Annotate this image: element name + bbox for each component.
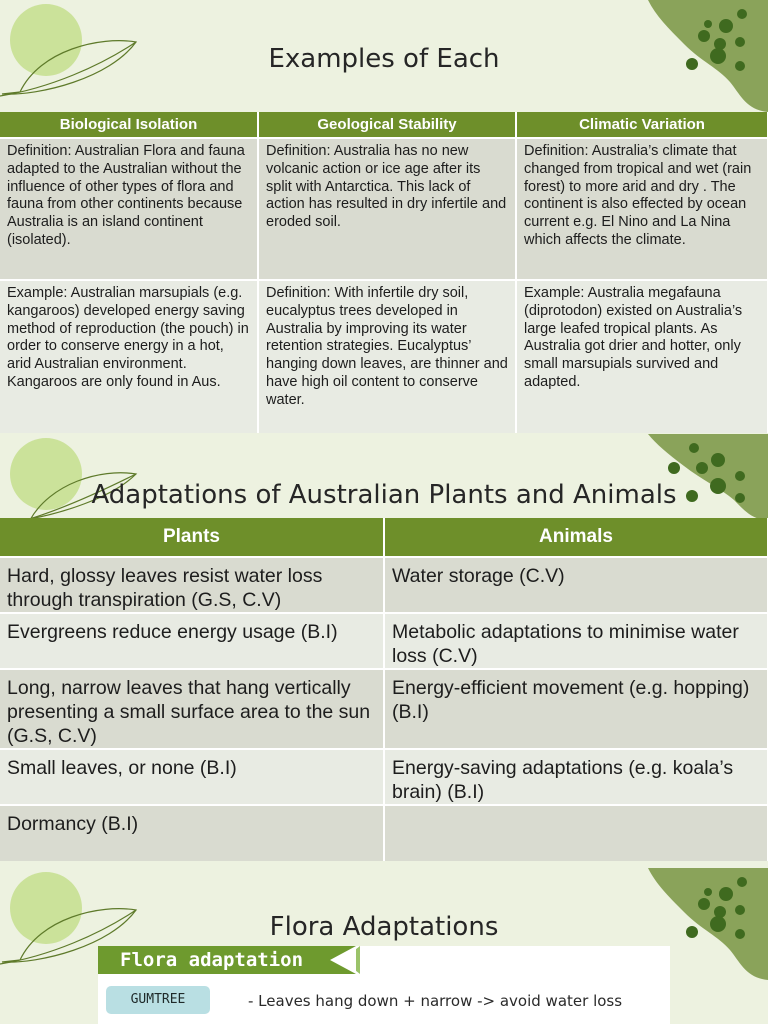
table-row bbox=[0, 557, 768, 613]
table-cell: Definition: With infertile dry soil, eucalyptus trees developed in Australia by improving its water retention strategies. Eucalyptus’ hanging down leaves, are thinner and have high oil content to conserve water. bbox=[258, 280, 516, 433]
table-cell: Energy-efficient movement (e.g. hopping) (B.I) bbox=[384, 669, 768, 749]
flora-adaptation-image bbox=[98, 946, 670, 1024]
table-cell: Long, narrow leaves that hang vertically presenting a small surface area to the sun (G.S, C.V) bbox=[0, 669, 384, 749]
table-cell bbox=[384, 805, 768, 861]
column-header: Climatic Variation bbox=[516, 112, 768, 138]
table-row bbox=[0, 669, 768, 749]
table-cell: Metabolic adaptations to minimise water loss (C.V) bbox=[384, 613, 768, 669]
column-header: Geological Stability bbox=[258, 112, 516, 138]
table-cell: Evergreens reduce energy usage (B.I) bbox=[0, 613, 384, 669]
table-cell: Definition: Australia’s climate that changed from tropical and wet (rain forest) to more arid and dry . The continent is also effected by ocean current e.g. El Nino and La Nina which affects the climate. bbox=[516, 138, 768, 280]
adaptations-table bbox=[0, 518, 768, 861]
page-title: Flora Adaptations bbox=[269, 912, 499, 942]
banner-notch-icon bbox=[330, 946, 356, 974]
gumtree-tag: GUMTREE bbox=[106, 986, 210, 1014]
table-row bbox=[0, 138, 768, 280]
slide-examples bbox=[0, 0, 768, 434]
flora-note: - Leaves hang down + narrow -> avoid water loss bbox=[248, 992, 623, 1010]
column-header: Biological Isolation bbox=[0, 112, 258, 138]
page-title: Adaptations of Australian Plants and Animals bbox=[91, 480, 677, 510]
slide-adaptations bbox=[0, 434, 768, 868]
table-cell: Small leaves, or none (B.I) bbox=[0, 749, 384, 805]
slide-flora bbox=[0, 868, 768, 1024]
table-cell: Definition: Australia has no new volcanic action or ice age after its split with Antarctica. This lack of action has resulted in dry infertile and eroded soil. bbox=[258, 138, 516, 280]
table-cell: Energy-saving adaptations (e.g. koala’s brain) (B.I) bbox=[384, 749, 768, 805]
table-row bbox=[0, 613, 768, 669]
column-header: Plants bbox=[0, 518, 384, 557]
table-cell: Hard, glossy leaves resist water loss through transpiration (G.S, C.V) bbox=[0, 557, 384, 613]
table-cell: Definition: Australian Flora and fauna adapted to the Australian without the influence of other types of flora and fauna from other continents because Australia is an island continent (isolated). bbox=[0, 138, 258, 280]
table-row bbox=[0, 280, 768, 433]
flora-banner: Flora adaptation bbox=[98, 946, 356, 974]
table-cell: Example: Australia megafauna (diprotodon) existed on Australia’s large leafed tropical plants. As Australia got drier and hotter, only small marsupials survived and adapted. bbox=[516, 280, 768, 433]
table-cell: Example: Australian marsupials (e.g. kangaroos) developed energy saving method of reproduction (the pouch) in order to conserve energy in a hot, arid Australian environment. Kangaroos are only found in Aus. bbox=[0, 280, 258, 433]
table-cell: Water storage (C.V) bbox=[384, 557, 768, 613]
page-title: Examples of Each bbox=[268, 44, 500, 74]
table-row bbox=[0, 805, 768, 861]
column-header: Animals bbox=[384, 518, 768, 557]
table-cell: Dormancy (B.I) bbox=[0, 805, 384, 861]
examples-table bbox=[0, 112, 768, 433]
table-row bbox=[0, 749, 768, 805]
